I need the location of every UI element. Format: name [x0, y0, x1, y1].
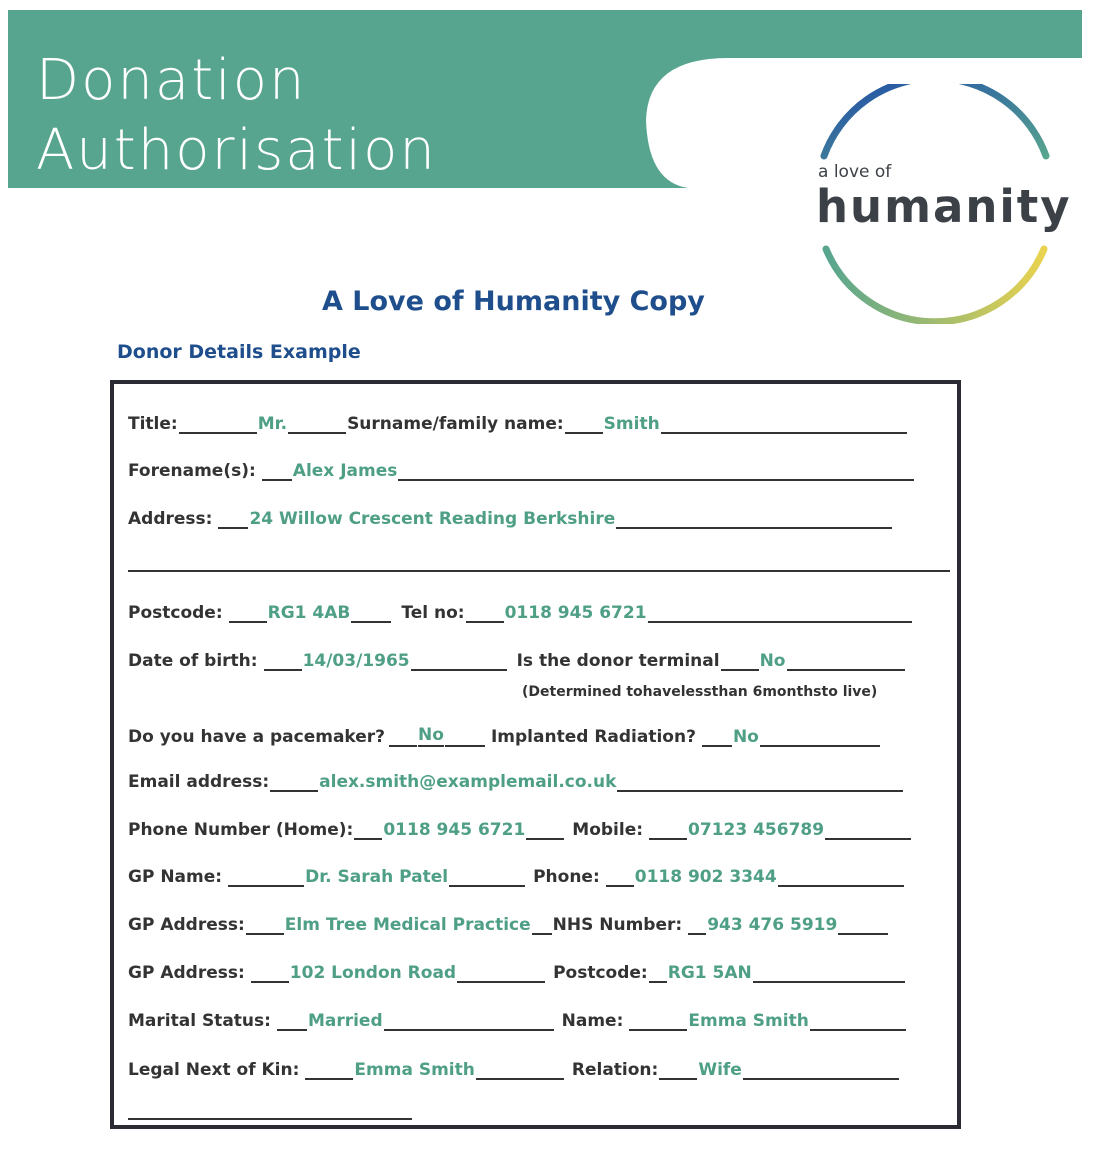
terminal-label: Is the donor terminal [516, 651, 720, 671]
page-title-line2: Authorisation [36, 118, 437, 183]
blank-line [398, 461, 914, 481]
blank-line [262, 461, 292, 481]
gp-address2-label: GP Address: [128, 963, 245, 983]
nhs-field[interactable]: 943 476 5919 [707, 915, 838, 935]
postcode-label: Postcode: [128, 603, 223, 623]
blank-line [648, 603, 912, 623]
blank-line [354, 820, 382, 840]
page-title [36, 46, 437, 186]
blank-line [411, 651, 507, 671]
mobile-label: Mobile: [572, 820, 644, 840]
gp-address2-row [128, 959, 906, 983]
blank-line [228, 867, 304, 887]
address-label: Address: [128, 509, 213, 529]
forenames-row [128, 457, 915, 481]
pacemaker-label: Do you have a pacemaker? [128, 727, 386, 747]
kin-row [128, 1056, 900, 1080]
section-title: Donor Details Example [117, 341, 361, 363]
blank-line [649, 963, 667, 983]
tel-label: Tel no: [401, 603, 465, 623]
email-label: Email address: [128, 772, 270, 792]
gp-name-label: GP Name: [128, 867, 223, 887]
blank-line [702, 727, 732, 747]
pacemaker-row [128, 723, 881, 747]
blank-line [721, 651, 759, 671]
blank-line [466, 603, 504, 623]
blank-line [246, 915, 284, 935]
blank-line [617, 772, 903, 792]
blank-line [616, 509, 892, 529]
blank-line [688, 915, 706, 935]
gp-address-label: GP Address: [128, 915, 245, 935]
surname-label: Surname/family name: [347, 414, 564, 434]
email-field[interactable]: alex.smith@examplemail.co.uk [319, 772, 617, 792]
surname-field[interactable]: Smith [603, 414, 660, 434]
relation-label: Relation: [571, 1060, 659, 1080]
blank-line [449, 867, 525, 887]
logo-wordmark: humanity [816, 180, 1072, 233]
blank-line [179, 414, 257, 434]
gp-address-field[interactable]: Elm Tree Medical Practice [284, 915, 531, 935]
blank-line [649, 820, 687, 840]
mobile-field[interactable]: 07123 456789 [688, 820, 825, 840]
kin-field[interactable]: Emma Smith [354, 1060, 475, 1080]
blank-line [264, 651, 302, 671]
spouse-name-field[interactable]: Emma Smith [688, 1011, 809, 1031]
signature-line[interactable] [128, 1118, 412, 1120]
blank-line [810, 1011, 906, 1031]
radiation-field[interactable]: No [732, 727, 759, 747]
address-row [128, 505, 893, 529]
gp-address2-field[interactable]: 102 London Road [289, 963, 457, 983]
blank-line [825, 820, 911, 840]
tel-field[interactable]: 0118 945 6721 [504, 603, 647, 623]
page-title-line1: Donation [36, 48, 307, 113]
blank-line [288, 414, 346, 434]
blank-line [606, 867, 634, 887]
forenames-label: Forename(s): [128, 461, 256, 481]
blank-line [445, 727, 485, 747]
blank-line [277, 1011, 307, 1031]
relation-field[interactable]: Wife [698, 1060, 742, 1080]
blank-line [476, 1060, 564, 1080]
blank-line [661, 414, 907, 434]
terminal-field[interactable]: No [759, 651, 786, 671]
postcode-row [128, 599, 913, 623]
blank-line [778, 867, 904, 887]
postcode-field[interactable]: RG1 4AB [267, 603, 351, 623]
donor-details-form [110, 380, 961, 1129]
blank-line [457, 963, 545, 983]
blank-line [218, 509, 248, 529]
blank-line [659, 1060, 697, 1080]
gp-phone-field[interactable]: 0118 902 3344 [634, 867, 777, 887]
gp-name-field[interactable]: Dr. Sarah Patel [305, 867, 449, 887]
gp-address-row [128, 911, 889, 935]
dob-field[interactable]: 14/03/1965 [302, 651, 410, 671]
blank-line [629, 1011, 687, 1031]
phone-home-label: Phone Number (Home): [128, 820, 354, 840]
blank-line [270, 772, 318, 792]
blank-line [565, 414, 603, 434]
blank-line [305, 1060, 353, 1080]
blank-line [351, 603, 391, 623]
address-field[interactable]: 24 Willow Crescent Reading Berkshire [249, 509, 616, 529]
title-label: Title: [128, 414, 178, 434]
blank-line [787, 651, 905, 671]
gp-postcode-label: Postcode: [553, 963, 648, 983]
blank-line [389, 727, 417, 747]
blank-line [384, 1011, 554, 1031]
gp-name-row [128, 863, 905, 887]
blank-line [229, 603, 267, 623]
marital-row [128, 1007, 907, 1031]
gp-postcode-field[interactable]: RG1 5AN [667, 963, 752, 983]
forenames-field[interactable]: Alex James [292, 461, 398, 481]
pacemaker-field[interactable]: No [418, 725, 444, 745]
humanity-logo [814, 84, 1072, 324]
title-row [128, 410, 908, 434]
blank-line [838, 915, 888, 935]
terminal-note: (Determined tohavelessthan 6monthsto live) [522, 684, 878, 700]
logo-small-text: a love of [818, 162, 892, 182]
blank-line [760, 727, 880, 747]
address-line-2[interactable] [128, 570, 950, 572]
marital-label: Marital Status: [128, 1011, 271, 1031]
dob-row [128, 647, 906, 671]
gp-phone-label: Phone: [533, 867, 600, 887]
phone-row [128, 816, 912, 840]
blank-line [251, 963, 289, 983]
dob-label: Date of birth: [128, 651, 258, 671]
copy-title: A Love of Humanity Copy [322, 286, 705, 317]
nhs-label: NHS Number: [552, 915, 683, 935]
spouse-name-label: Name: [561, 1011, 624, 1031]
blank-line [743, 1060, 899, 1080]
radiation-label: Implanted Radiation? [490, 727, 696, 747]
title-field[interactable]: Mr. [257, 414, 288, 434]
blank-line [532, 915, 552, 935]
email-row [128, 768, 904, 792]
kin-label: Legal Next of Kin: [128, 1060, 300, 1080]
phone-home-field[interactable]: 0118 945 6721 [383, 820, 526, 840]
blank-line [753, 963, 905, 983]
blank-line [526, 820, 564, 840]
marital-field[interactable]: Married [307, 1011, 383, 1031]
